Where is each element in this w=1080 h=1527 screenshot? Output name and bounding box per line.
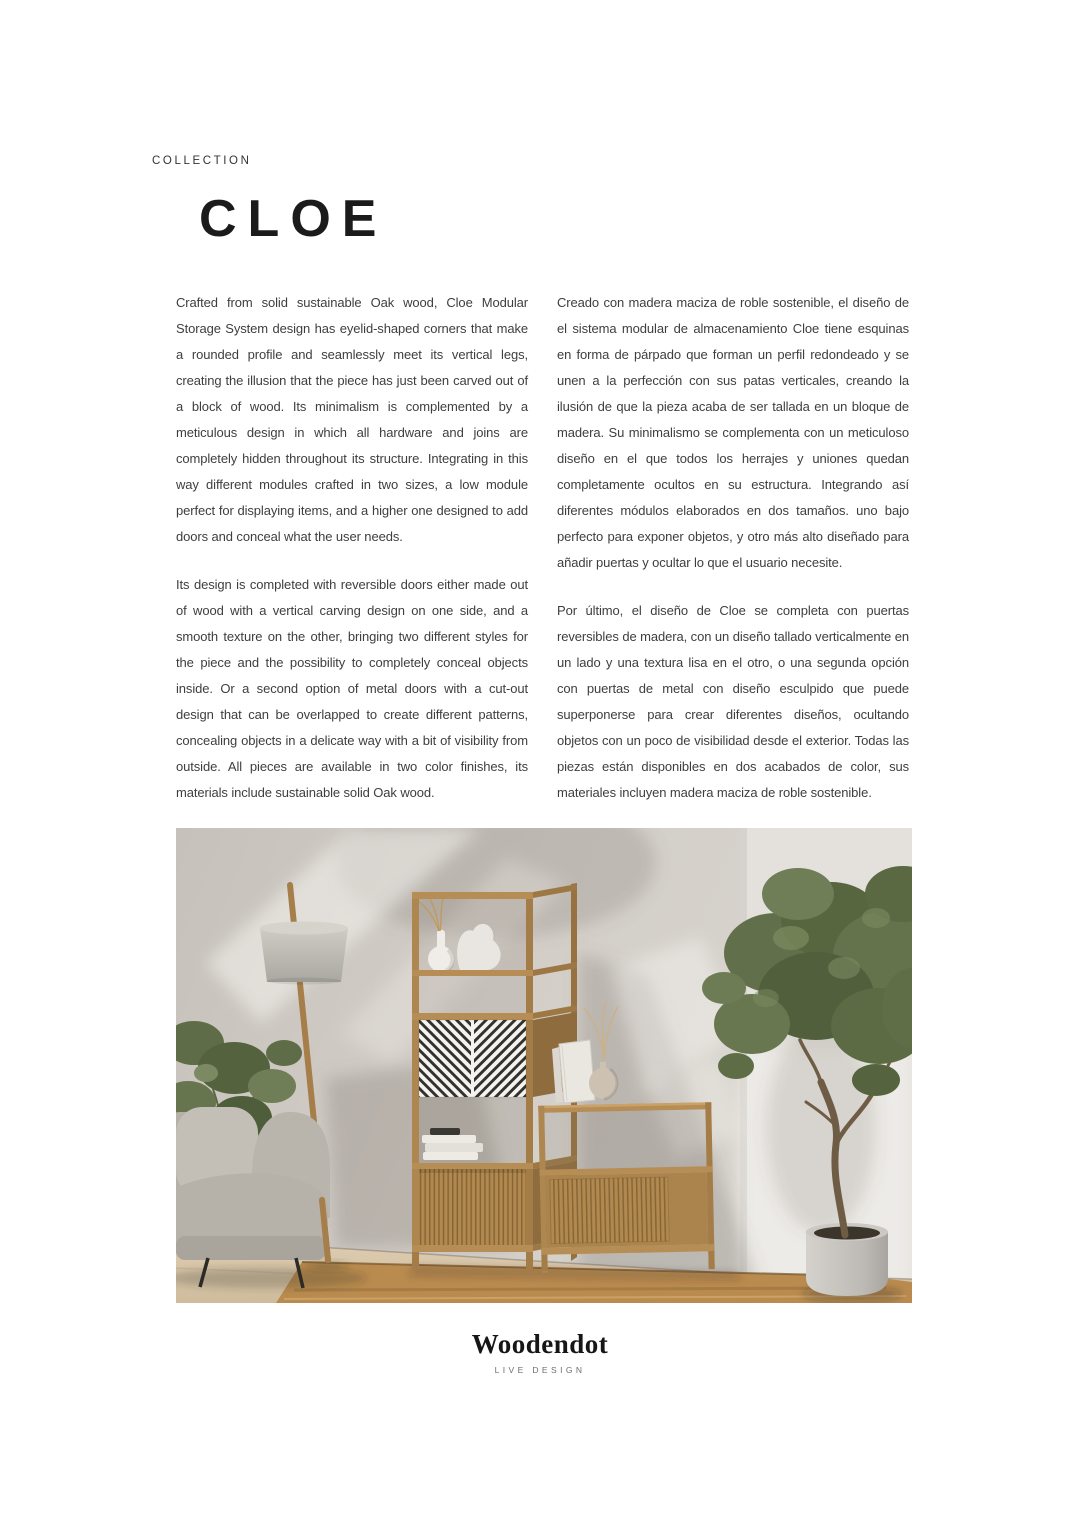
fluted-cabinet-low	[546, 1172, 708, 1247]
collection-eyebrow: COLLECTION	[152, 155, 252, 167]
brand-tagline: LIVE DESIGN	[494, 1365, 586, 1375]
intro-spanish-column	[557, 290, 909, 828]
intro-english-paragraph-2: Its design is completed with reversible doors either made out of wood with a vertical carving design on one side, and a smooth texture on the other, bringing two different styles for the piece and the possibility to completely conceal objects inside. Or a second option of metal doors with a cut-out design that can be overlapped to create different patterns, concealing objects in a delicate way with a bit of visibility from outside. All pieces are available in two color finishes, its materials include sustainable solid Oak wood.	[176, 577, 528, 800]
intro-english-paragraph-1: Crafted from solid sustainable Oak wood, Cloe Modular Storage System design has eyelid-shaped corners that make a rounded profile and seamlessly meet its vertical legs, creating the illusion that the piece has just been carved out of a block of wood. Its minimalism is complemented by a meticulous design in which all hardware and joins are completely hidden throughout its structure. Integrating in this way different modules crafted in two sizes, a low module perfect for displaying items, and a higher one designed to add doors and conceal what the user needs.	[176, 295, 528, 544]
intro-text-columns	[176, 290, 909, 828]
intro-english-column	[176, 290, 528, 828]
chevron-door	[419, 1020, 526, 1097]
intro-spanish-paragraph-1: Creado con madera maciza de roble sostenible, el diseño de el sistema modular de almacenamiento Cloe tiene esquinas en forma de párpado que forman un perfil redondeado y se unen a la perfección con sus patas verticales, creando la ilusión de que la pieza acaba de ser tallada en un bloque de madera. Su minimalismo se complementa con un meticuloso diseño en el que todos los herrajes y uniones quedan completamente ocultos en su estructura. Integrando así diferentes módulos elaborados en dos tamaños. uno bajo perfecto para exponer objetos, y otro más alto diseñado para añadir puertas y ocultar lo que el usuario necesite.	[557, 295, 909, 570]
page-title: CLOE	[199, 190, 388, 248]
intro-spanish-paragraph-2: Por último, el diseño de Cloe se completa con puertas reversibles de madera, con un diseño tallado verticalmente en un lado y una textura lisa en el otro, o una segunda opción con puertas de metal con diseño esculpido que puede superponerse para crear diferentes diseños, ocultando objetos con un poco de visibilidad desde el exterior. Todas las piezas están disponibles en dos acabados de color, sus materiales incluyen madera maciza de roble sostenible.	[557, 603, 909, 800]
collection-photo	[176, 828, 912, 1303]
brand-logo: Woodendot	[471, 1329, 609, 1359]
low-shelf-unit	[538, 1102, 714, 1273]
fluted-cabinet-tall	[419, 1169, 526, 1245]
brand-footer	[0, 1329, 1080, 1375]
